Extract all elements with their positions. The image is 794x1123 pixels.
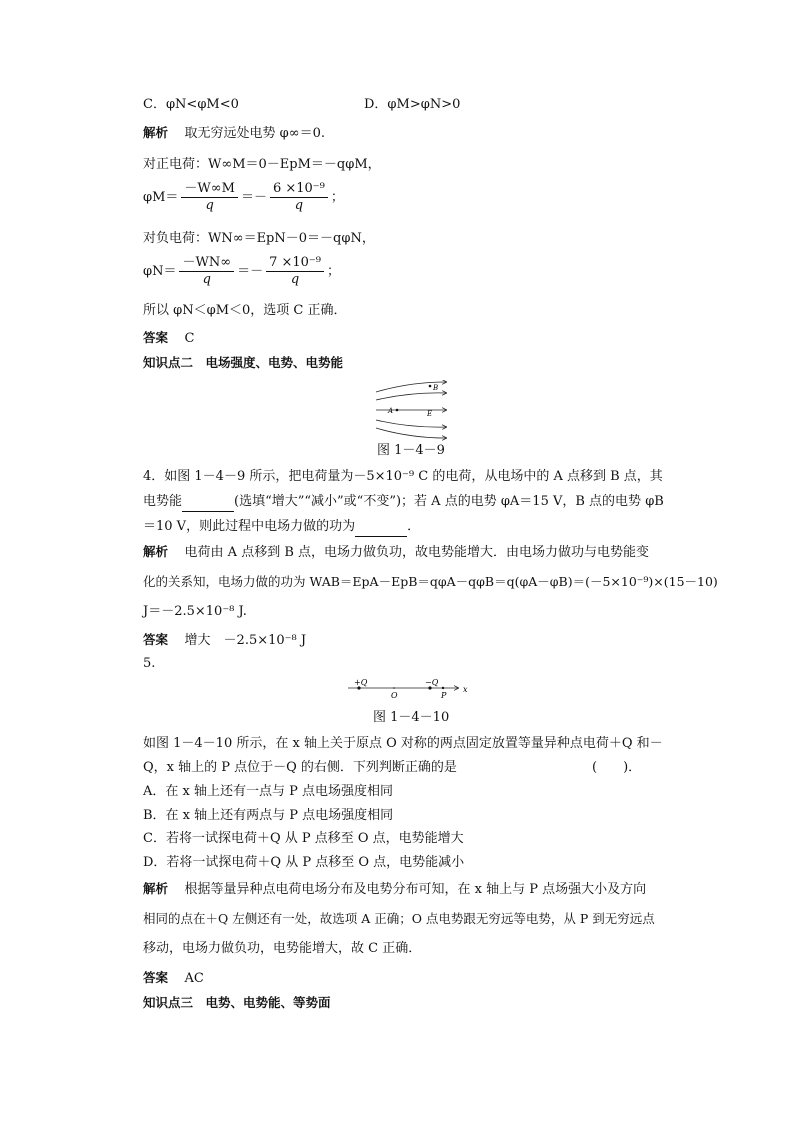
phi-n-lhs: φN＝ <box>143 264 177 279</box>
analysis-label: 解析 <box>143 544 169 559</box>
figure-1-4-10 <box>346 674 476 702</box>
fraction-1 <box>179 255 234 288</box>
label-o: O <box>391 691 398 700</box>
q3-conclusion: 所以 φN＜φM＜0，选项 C 正确． <box>143 303 347 318</box>
q5-analysis-line1 <box>143 880 646 899</box>
analysis-label: 解析 <box>143 881 169 896</box>
denominator: q <box>202 272 211 287</box>
label-p: P <box>441 691 447 700</box>
q5-option-b: B．在 x 轴上还有两点与 P 点电场强度相同 <box>143 808 394 823</box>
option-d: D．φM>φN>0 <box>364 97 461 112</box>
analysis-text: 取无穷远处电势 φ∞＝0. <box>184 126 326 141</box>
q3-answer <box>143 329 195 348</box>
answer-blank-1[interactable] <box>182 493 234 512</box>
answer-value: AC <box>184 971 204 986</box>
q5-answer-parens: ( )． <box>592 760 642 775</box>
option-c: C．φN<φM<0 <box>143 97 239 112</box>
q4-text: ． <box>407 519 421 534</box>
q5-number: 5. <box>143 656 156 671</box>
field-line <box>376 428 446 438</box>
q5-analysis-line2: 相同的点在＋Q 左侧还有一处，故选项 A 正确；O 点电势跟无穷远等电势，从 P 到无穷远点 <box>143 911 655 926</box>
section-3-title: 知识点三 电势、电势能、等势面 <box>143 995 331 1010</box>
field-line <box>376 420 446 427</box>
fraction-2 <box>270 181 328 214</box>
answer-label: 答案 <box>143 970 169 985</box>
q5-text: Q，x 轴上的 P 点位于－Q 的右侧．下列判断正确的是 <box>143 760 457 775</box>
q5-answer <box>143 969 204 988</box>
q4-text: (选填“增大”“减小”或“不变”)；若 A 点的电势 φA＝15 V，B 点的电势 φB <box>234 494 664 509</box>
denominator: q <box>290 272 300 287</box>
figure-1-4-9-caption: 图 1－4－9 <box>377 443 445 458</box>
semicolon: ； <box>327 264 341 279</box>
q5-analysis-line3: 移动，电场力做负功，电势能增大，故 C 正确． <box>143 941 422 956</box>
q3-negative-charge-line: 对负电荷：WN∞＝EpN－0＝－qφN， <box>143 231 375 246</box>
phi-m-lhs: φM＝ <box>143 190 179 205</box>
fraction-1 <box>181 181 238 214</box>
equals-minus: ＝－ <box>237 264 264 279</box>
q3-analysis-line1 <box>143 124 325 143</box>
denominator: q <box>205 198 214 213</box>
q4-analysis-line2: 化的关系知，电场力做的功为 WAB＝EpA－EpB＝qφA－qφB＝q(φA－φB)＝(－5×10⁻⁹)×(15－10) <box>143 574 718 589</box>
denominator: q <box>294 198 304 213</box>
label-b: B <box>433 384 439 392</box>
analysis-text: 电荷由 A 点移到 B 点，电场力做负功，故电势能增大．由电场力做功与电势能变 <box>184 545 650 560</box>
label-a: A <box>388 407 394 415</box>
phi-n-equation <box>143 255 340 289</box>
q5-stem-line2 <box>143 759 457 777</box>
q4-analysis-line3: J＝－2.5×10⁻⁸ J. <box>143 604 247 619</box>
q4-text: ＝10 V，则此过程中电场力做的功为 <box>143 519 356 534</box>
numerator: －W∞M <box>181 181 238 198</box>
point-p <box>442 687 444 689</box>
numerator: －WN∞ <box>179 255 234 272</box>
q3-positive-charge-line: 对正电荷：W∞M＝0－EpM＝－qφM， <box>143 157 381 172</box>
point-a <box>396 409 399 412</box>
q5-option-a: A．在 x 轴上还有一点与 P 点电场强度相同 <box>143 784 393 799</box>
q4-analysis-line1 <box>143 543 649 562</box>
q4-stem-line3 <box>143 518 420 537</box>
fraction-2 <box>266 255 324 288</box>
answer-label: 答案 <box>143 330 169 345</box>
equals-minus: ＝－ <box>240 190 267 205</box>
label-plus-q: +Q <box>354 678 368 687</box>
semicolon: ； <box>330 190 344 205</box>
q4-stem-line2 <box>143 493 664 512</box>
answer-value: C <box>184 331 195 346</box>
analysis-text: 根据等量异种点电荷电场分布及电势分布可知，在 x 轴上与 P 点场强大小及方向 <box>184 882 647 897</box>
q5-stem-line1: 如图 1－4－10 所示，在 x 轴上关于原点 O 对称的两点固定放置等量异种点电荷＋Q 和－ <box>143 736 663 751</box>
figure-1-4-10-caption: 图 1－4－10 <box>373 710 450 725</box>
section-2-title: 知识点二 电场强度、电势、电势能 <box>143 355 344 370</box>
answer-label: 答案 <box>143 632 169 647</box>
answer-value: 增大 －2.5×10⁻⁸ J <box>184 633 307 648</box>
analysis-label: 解析 <box>143 125 169 140</box>
numerator: 6 ×10⁻⁹ <box>270 181 328 198</box>
phi-m-equation <box>143 181 344 215</box>
q5-option-c: C．若将一试探电荷＋Q 从 P 点移至 O 点，电势能增大 <box>143 831 464 846</box>
label-minus-q: −Q <box>425 678 439 687</box>
label-e: E <box>427 410 433 418</box>
field-line <box>376 393 446 400</box>
point-b <box>429 385 432 388</box>
origin-point <box>393 687 395 689</box>
q4-text: 电势能 <box>143 494 183 509</box>
figure-1-4-9 <box>370 380 454 442</box>
q4-stem-line1: 4．如图 1－4－9 所示，把电荷量为－5×10⁻⁹ C 的电荷，从电场中的 A 点移到 B 点，其 <box>143 469 663 484</box>
numerator: 7 ×10⁻⁹ <box>266 255 324 272</box>
q5-option-d: D．若将一试探电荷＋Q 从 P 点移至 O 点，电势能减小 <box>143 855 465 870</box>
label-x: x <box>463 685 468 694</box>
answer-blank-2[interactable] <box>355 518 407 537</box>
q4-answer <box>143 631 306 650</box>
